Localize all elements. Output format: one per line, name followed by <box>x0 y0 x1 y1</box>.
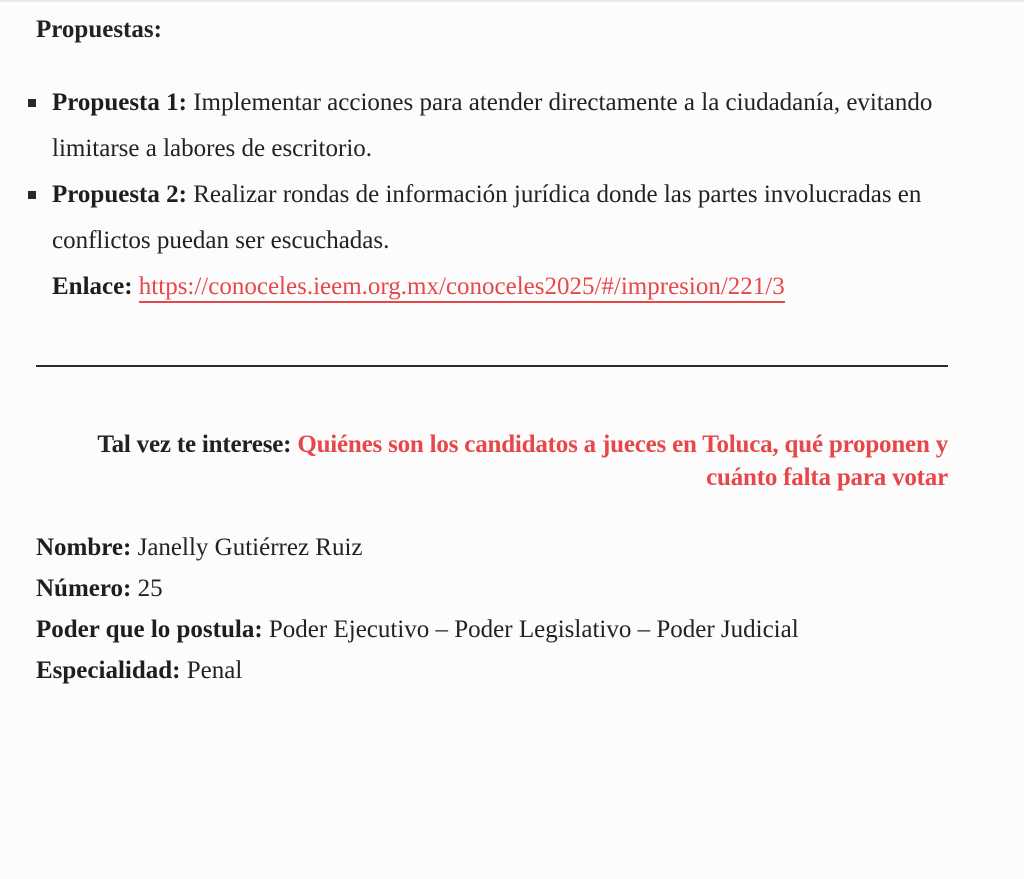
source-link[interactable]: https://conoceles.ieem.org.mx/conoceles2025/#/impresion/221/3 <box>139 273 785 303</box>
candidate-specialty-row <box>36 650 916 691</box>
candidate-details <box>36 527 916 691</box>
source-link-label: Enlace: <box>52 273 133 300</box>
candidate-power-label: Poder que lo postula: <box>36 616 263 643</box>
top-edge <box>0 0 1024 2</box>
related-article-link[interactable]: Quiénes son los candidatos a jueces en Toluca, qué proponen y cuánto falta para votar <box>297 431 948 491</box>
candidate-name-label: Nombre: <box>36 534 132 561</box>
candidate-specialty-label: Especialidad: <box>36 657 181 684</box>
proposal-1-text: Implementar acciones para atender directamente a la ciudadanía, evitando limitarse a labores de escritorio. <box>52 89 933 162</box>
related-article-label: Tal vez te interese: <box>97 431 292 458</box>
candidate-number-row <box>36 568 916 609</box>
candidate-power: Poder Ejecutivo – Poder Legislativo – Poder Judicial <box>262 616 799 643</box>
candidate-specialty: Penal <box>180 657 243 684</box>
related-article <box>60 428 948 494</box>
square-bullet-icon <box>28 99 36 107</box>
candidate-name-row <box>36 527 916 568</box>
square-bullet-icon <box>28 191 36 199</box>
candidate-number-label: Número: <box>36 575 132 602</box>
proposal-item-1 <box>52 80 952 172</box>
proposal-1-label: Propuesta 1: <box>52 89 187 116</box>
candidate-number: 25 <box>131 575 163 602</box>
candidate-name: Janelly Gutiérrez Ruiz <box>131 534 363 561</box>
section-divider <box>36 365 948 367</box>
candidate-power-row <box>36 609 916 650</box>
proposal-2-label: Propuesta 2: <box>52 181 187 208</box>
proposal-2-text: Realizar rondas de información jurídica donde las partes involucradas en conflictos puedan ser escuchadas. <box>52 181 922 254</box>
source-link-line <box>52 264 952 310</box>
section-heading: Propuestas: <box>36 16 162 43</box>
proposal-list <box>52 80 952 310</box>
proposal-item-2 <box>52 172 952 310</box>
